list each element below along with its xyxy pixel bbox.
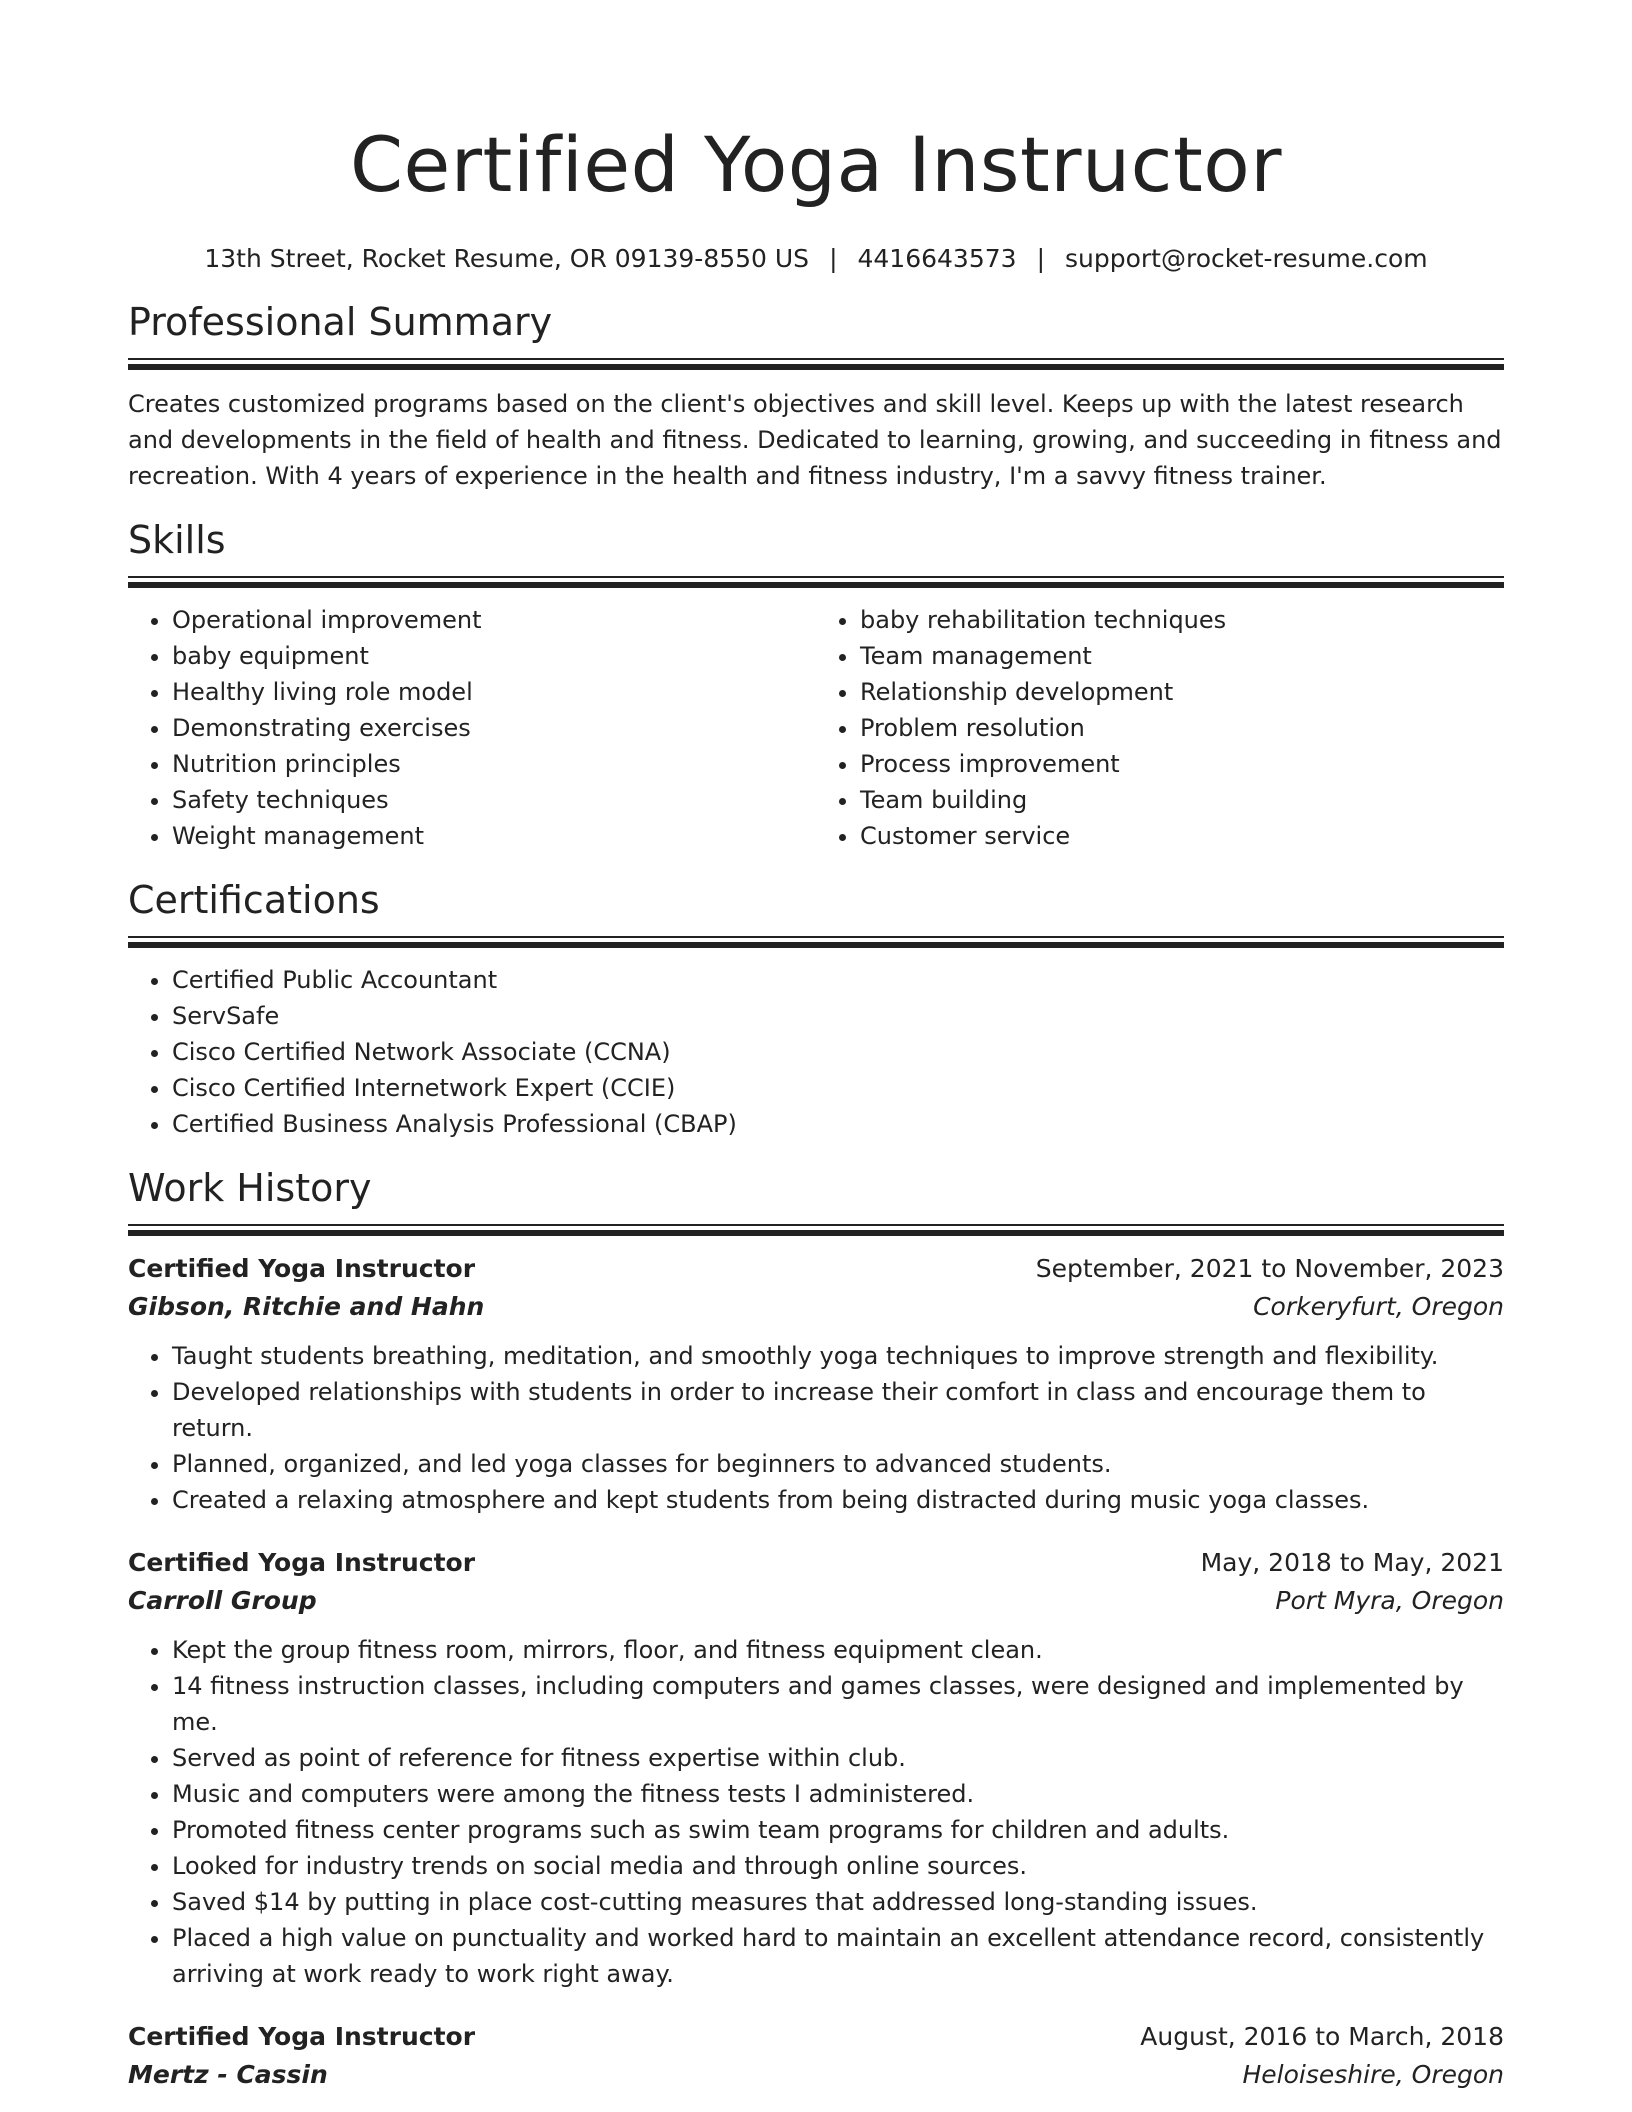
job-location: Corkeryfurt, Oregon: [1253, 1292, 1504, 1321]
job-bullets: [128, 1632, 1504, 1992]
certification-item: • Certified Public Accountant: [172, 962, 1504, 998]
skill-item: • baby equipment: [172, 638, 816, 674]
summary-section: [128, 298, 1504, 494]
job-bullet: • Saved $14 by putting in place cost-cutting measures that addressed long-standing issues.: [172, 1884, 1504, 1920]
job-dates: September, 2021 to November, 2023: [1035, 1254, 1504, 1283]
job-entry: [128, 2018, 1504, 2094]
job-bullet: • Looked for industry trends on social media and through online sources.: [172, 1848, 1504, 1884]
contact-separator: |: [1036, 244, 1045, 273]
skills-list-left: [128, 602, 816, 854]
certifications-list: [128, 962, 1504, 1142]
section-title-certifications: Certifications: [128, 878, 380, 922]
skill-item: • Safety techniques: [172, 782, 816, 818]
job-bullet: • Developed relationships with students in order to increase their comfort in class and encourage them to return.: [172, 1374, 1504, 1446]
skill-item: • Process improvement: [860, 746, 1504, 782]
resume-name: Certified Yoga Instructor: [349, 120, 1283, 209]
summary-text: Creates customized programs based on the client's objectives and skill level. Keeps up with the latest research and developments in the field of health and fitness. Dedicated to learning, growing, and succeeding in fitness and recreation. With 4 years of experience in the health and fitness industry, I'm a savvy fitness trainer.: [128, 390, 1502, 490]
job-header-row: [128, 1544, 1504, 1582]
contact-address: 13th Street, Rocket Resume, OR 09139-8550 US: [204, 244, 810, 273]
section-title-work-history: Work History: [128, 1166, 372, 1210]
job-subheader-row: [128, 1288, 1504, 1326]
job-company: Gibson, Ritchie and Hahn: [128, 1292, 485, 1321]
skill-item: • Healthy living role model: [172, 674, 816, 710]
job-bullet: • Promoted fitness center programs such as swim team programs for children and adults.: [172, 1812, 1504, 1848]
skill-item: • Team building: [860, 782, 1504, 818]
job-title: Certified Yoga Instructor: [128, 2022, 476, 2051]
section-divider: [128, 936, 1504, 948]
certification-item: • Cisco Certified Internetwork Expert (CCIE): [172, 1070, 1504, 1106]
job-location: Port Myra, Oregon: [1275, 1586, 1504, 1615]
work-history-section: [128, 1164, 1504, 2094]
job-subheader-row: [128, 1582, 1504, 1620]
job-header-row: [128, 2018, 1504, 2056]
job-bullets: [128, 1338, 1504, 1518]
job-company: Mertz - Cassin: [128, 2060, 328, 2089]
skill-item: • Team management: [860, 638, 1504, 674]
job-bullet: • Created a relaxing atmosphere and kept students from being distracted during music yoga classes.: [172, 1482, 1504, 1518]
job-bullet: • Music and computers were among the fitness tests I administered.: [172, 1776, 1504, 1812]
section-title-skills: Skills: [128, 518, 226, 562]
contact-line: [128, 242, 1504, 276]
job-title: Certified Yoga Instructor: [128, 1548, 476, 1577]
certification-item: • ServSafe: [172, 998, 1504, 1034]
section-divider: [128, 358, 1504, 370]
contact-phone: 4416643573: [857, 244, 1017, 273]
skills-section: [128, 516, 1504, 854]
job-bullet: • Taught students breathing, meditation, and smoothly yoga techniques to improve strength and flexibility.: [172, 1338, 1504, 1374]
section-divider: [128, 576, 1504, 588]
job-title: Certified Yoga Instructor: [128, 1254, 476, 1283]
skill-item: • Demonstrating exercises: [172, 710, 816, 746]
job-dates: May, 2018 to May, 2021: [1200, 1548, 1504, 1577]
job-company: Carroll Group: [128, 1586, 317, 1615]
job-subheader-row: [128, 2056, 1504, 2094]
job-bullet: • Kept the group fitness room, mirrors, floor, and fitness equipment clean.: [172, 1632, 1504, 1668]
skill-item: • Problem resolution: [860, 710, 1504, 746]
skill-item: • baby rehabilitation techniques: [860, 602, 1504, 638]
contact-email: support@rocket-resume.com: [1065, 244, 1428, 273]
skill-item: • Customer service: [860, 818, 1504, 854]
skills-columns: [128, 588, 1504, 854]
certification-item: • Cisco Certified Network Associate (CCNA): [172, 1034, 1504, 1070]
job-entry: [128, 1250, 1504, 1518]
job-bullet: • 14 fitness instruction classes, including computers and games classes, were designed and implemented by me.: [172, 1668, 1504, 1740]
job-bullet: • Served as point of reference for fitness expertise within club.: [172, 1740, 1504, 1776]
section-divider: [128, 1224, 1504, 1236]
job-location: Heloiseshire, Oregon: [1242, 2060, 1504, 2089]
skill-item: • Weight management: [172, 818, 816, 854]
job-bullet: • Planned, organized, and led yoga classes for beginners to advanced students.: [172, 1446, 1504, 1482]
certifications-section: [128, 876, 1504, 1142]
job-entry: [128, 1544, 1504, 1992]
section-title-summary: Professional Summary: [128, 300, 553, 344]
certification-item: • Certified Business Analysis Professional (CBAP): [172, 1106, 1504, 1142]
job-bullet: • Placed a high value on punctuality and worked hard to maintain an excellent attendance record, consistently arriving at work ready to work right away.: [172, 1920, 1504, 1992]
job-dates: August, 2016 to March, 2018: [1140, 2022, 1504, 2051]
contact-separator: |: [829, 244, 838, 273]
skill-item: • Relationship development: [860, 674, 1504, 710]
job-header-row: [128, 1250, 1504, 1288]
skills-list-right: [816, 602, 1504, 854]
skill-item: • Operational improvement: [172, 602, 816, 638]
skill-item: • Nutrition principles: [172, 746, 816, 782]
